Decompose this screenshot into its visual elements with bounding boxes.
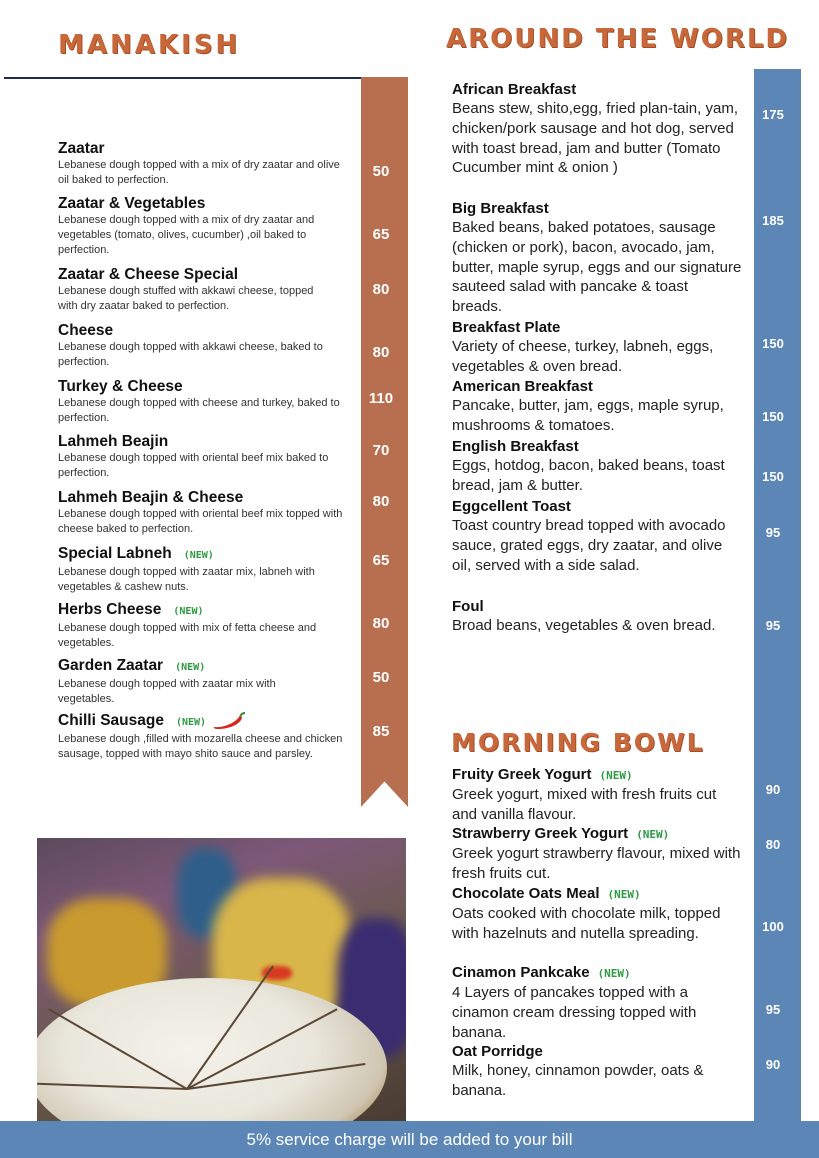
item-price: 95 <box>765 525 781 540</box>
item-price: 80 <box>372 493 390 510</box>
item-name-text: Fruity Greek Yogurt <box>452 766 592 783</box>
item-price: 65 <box>372 226 390 243</box>
item-price: 65 <box>372 552 390 569</box>
manakish-heading: MANAKISH <box>58 30 241 60</box>
item-description: Lebanese dough ,filled with mozarella cheese and chicken sausage, topped with mayo shito sauce and parsley. <box>58 733 343 761</box>
item-name: Big Breakfast <box>452 200 549 217</box>
item-name <box>452 824 742 844</box>
menu-item <box>452 963 742 1042</box>
menu-item <box>452 765 742 825</box>
menu-item <box>58 712 348 762</box>
item-name: American Breakfast <box>452 378 593 395</box>
item-name <box>58 433 338 451</box>
item-description: Lebanese dough topped with oriental beef mix baked to perfection. <box>58 452 329 479</box>
around-the-world-heading: AROUND THE WORLD <box>446 24 790 54</box>
new-badge: (NEW) <box>175 662 206 673</box>
item-name <box>58 378 348 396</box>
item-name-text: Zaatar & Cheese Special <box>58 266 239 283</box>
new-badge: (NEW) <box>175 717 207 729</box>
item-name <box>58 545 348 565</box>
menu-item <box>452 824 742 884</box>
item-name-text: Strawberry Greek Yogurt <box>452 825 629 842</box>
item-description: Beans stew, shito,egg, fried plan-tain, yam, chicken/pork sausage and hot dog, served with toast bread, jam and butter (Tomato Cucumber mint & onion ) <box>452 100 738 177</box>
item-name <box>58 322 328 340</box>
item-price: 90 <box>765 782 781 797</box>
item-price: 150 <box>762 469 784 484</box>
item-price: 90 <box>765 1057 781 1072</box>
item-description: 4 Layers of pancakes topped with a cinamon cream dressing topped with banana. <box>452 984 697 1041</box>
menu-item <box>452 437 742 496</box>
item-description: Lebanese dough topped with cheese and turkey, baked to perfection. <box>58 397 340 424</box>
item-name <box>58 489 348 507</box>
item-name <box>452 884 742 904</box>
menu-item <box>452 199 742 317</box>
item-description: Lebanese dough topped with zaatar mix, labneh with vegetables & cashew nuts. <box>58 566 315 593</box>
new-badge: (NEW) <box>599 769 633 782</box>
item-description: Greek yogurt strawberry flavour, mixed with fresh fruits cut. <box>452 845 741 882</box>
menu-item <box>452 597 742 636</box>
new-badge: (NEW) <box>597 967 631 980</box>
menu-item <box>58 195 348 258</box>
menu-item <box>58 140 348 188</box>
item-name <box>58 266 328 284</box>
item-name: English Breakfast <box>452 438 579 455</box>
item-price: 175 <box>762 107 784 122</box>
menu-item <box>452 497 742 575</box>
item-name-text: Turkey & Cheese <box>58 378 183 395</box>
item-name-text: Zaatar <box>58 140 105 157</box>
item-price: 70 <box>372 442 390 459</box>
item-description: Lebanese dough topped with oriental beef mix topped with cheese baked to perfection. <box>58 508 343 535</box>
item-name-text: Chocolate Oats Meal <box>452 885 600 902</box>
item-price: 185 <box>762 213 784 228</box>
item-name <box>452 765 742 785</box>
menu-item <box>452 318 742 377</box>
price-column <box>754 69 801 1129</box>
item-price: 80 <box>372 344 390 361</box>
item-price: 110 <box>368 390 394 407</box>
item-description: Pancake, butter, jam, eggs, maple syrup, mushrooms & tomatoes. <box>452 397 724 434</box>
item-name-text: Lahmeh Beajin & Cheese <box>58 489 244 506</box>
item-price: 95 <box>765 1002 781 1017</box>
menu-item <box>58 601 348 651</box>
new-badge: (NEW) <box>607 888 641 901</box>
menu-item <box>58 322 328 370</box>
item-name-text: Chilli Sausage <box>58 712 164 730</box>
manakish-photo <box>37 838 406 1122</box>
menu-item <box>58 545 348 595</box>
item-price: 80 <box>372 615 390 632</box>
item-description: Lebanese dough topped with a mix of dry zaatar and vegetables (tomato, olives, cucumber) ,oil baked to perfection. <box>58 214 315 256</box>
item-name-text: Oat Porridge <box>452 1043 543 1060</box>
item-name-text: Lahmeh Beajin <box>58 433 169 450</box>
menu-item <box>58 266 328 314</box>
item-price: 80 <box>765 837 781 852</box>
item-price: 50 <box>372 163 390 180</box>
menu-item <box>58 378 348 426</box>
menu-item <box>452 377 742 436</box>
item-description: Lebanese dough topped with a mix of dry zaatar and olive oil baked to perfection. <box>58 159 340 186</box>
new-badge: (NEW) <box>173 606 204 617</box>
item-price: 100 <box>762 919 784 934</box>
morning-bowl-heading: MORNING BOWL <box>451 728 705 757</box>
item-name-text: Special Labneh <box>58 545 172 562</box>
item-description: Lebanese dough topped with zaatar mix with vegetables. <box>58 678 276 705</box>
menu-item <box>58 489 348 537</box>
item-price: 50 <box>372 669 390 686</box>
item-price: 80 <box>372 281 390 298</box>
item-name <box>58 601 348 621</box>
item-description: Greek yogurt, mixed with fresh fruits cut and vanilla flavour. <box>452 786 717 823</box>
item-name: Foul <box>452 598 484 615</box>
item-name: African Breakfast <box>452 81 577 98</box>
item-name: Eggcellent Toast <box>452 498 571 515</box>
menu-item <box>452 1042 742 1101</box>
item-description: Eggs, hotdog, bacon, baked beans, toast bread, jam & butter. <box>452 457 725 494</box>
service-charge-footer: 5% service charge will be added to your bill <box>0 1121 819 1158</box>
item-price: 85 <box>372 723 390 740</box>
item-description: Variety of cheese, turkey, labneh, eggs, vegetables & oven bread. <box>452 338 714 375</box>
new-badge: (NEW) <box>636 828 670 841</box>
item-description: Broad beans, vegetables & oven bread. <box>452 617 716 634</box>
item-price: 95 <box>765 618 781 633</box>
item-name <box>452 963 742 983</box>
item-description: Lebanese dough topped with mix of fetta cheese and vegetables. <box>58 622 317 649</box>
item-name-text: Zaatar & Vegetables <box>58 195 206 212</box>
chili-pepper-icon <box>212 712 246 730</box>
item-name <box>58 195 348 213</box>
menu-item <box>452 80 742 178</box>
item-name-text: Cheese <box>58 322 114 339</box>
menu-item <box>452 884 742 944</box>
menu-item <box>58 433 338 481</box>
item-name <box>452 1042 742 1061</box>
new-badge: (NEW) <box>183 550 214 561</box>
item-name <box>58 712 348 732</box>
item-name: Breakfast Plate <box>452 319 561 336</box>
item-description: Toast country bread topped with avocado sauce, grated eggs, dry zaatar, and olive oil, served with a side salad. <box>452 517 726 574</box>
item-name <box>58 657 328 677</box>
item-name-text: Herbs Cheese <box>58 601 162 618</box>
item-price: 150 <box>762 409 784 424</box>
item-description: Lebanese dough stuffed with akkawi cheese, topped with dry zaatar baked to perfection. <box>58 285 314 312</box>
item-description: Lebanese dough topped with akkawi cheese, baked to perfection. <box>58 341 323 368</box>
item-name-text: Cinamon Pankcake <box>452 964 590 981</box>
item-name-text: Garden Zaatar <box>58 657 164 674</box>
item-description: Milk, honey, cinnamon powder, oats & banana. <box>452 1062 704 1099</box>
item-name <box>58 140 348 158</box>
item-description: Baked beans, baked potatoes, sausage (chicken or pork), bacon, avocado, jam, butter, maple syrup, eggs and our signature sauteed salad with pancake & toast breads. <box>452 219 742 316</box>
menu-item <box>58 657 328 707</box>
section-divider <box>4 77 362 79</box>
item-price: 150 <box>762 336 784 351</box>
item-description: Oats cooked with chocolate milk, topped with hazelnuts and nutella spreading. <box>452 905 721 942</box>
